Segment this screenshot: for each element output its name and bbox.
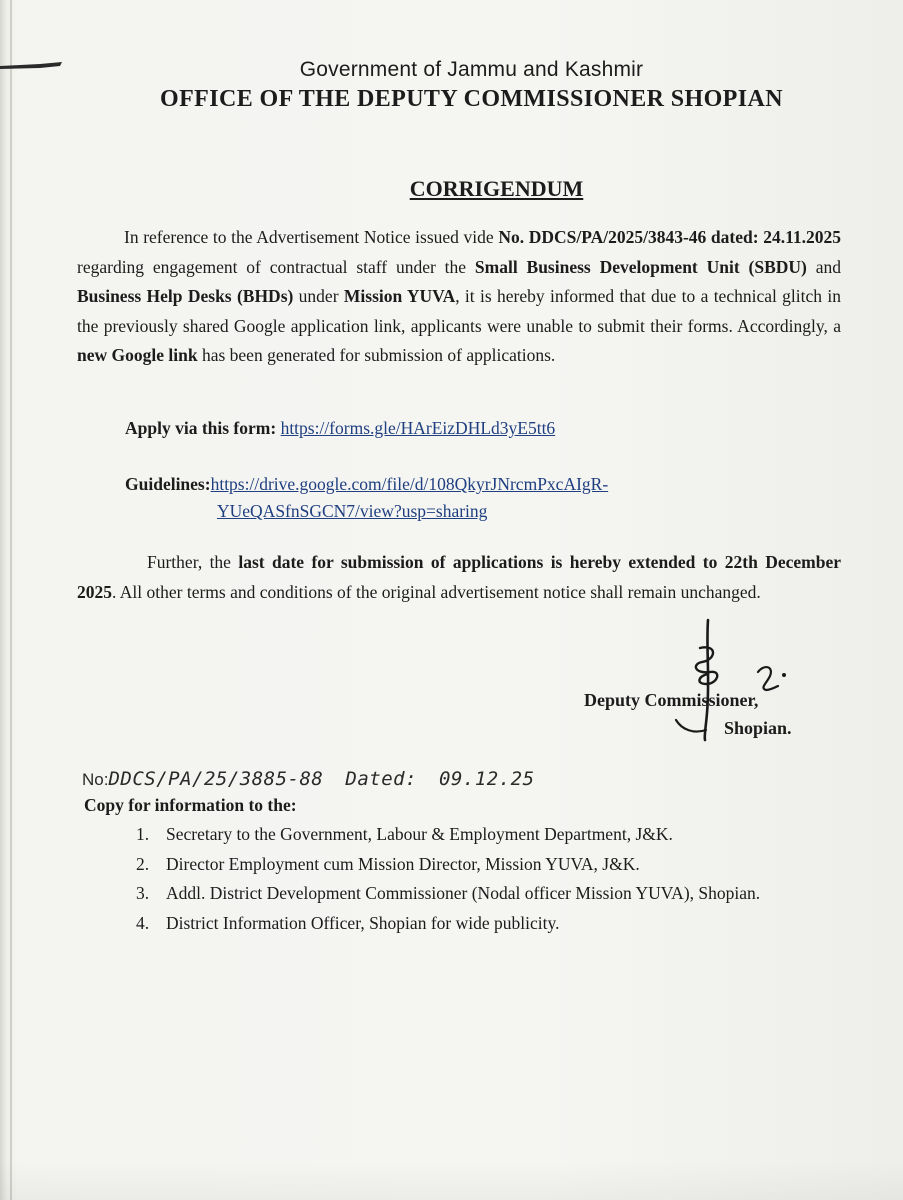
apply-line [125,418,555,439]
text-run: , it is hereby informed that due to a technical glitch in the previously shared Google application link, applicants were unable to submit their forms. Accordingly, a [77,286,841,336]
text-run: has been generated for submission of applications. [197,345,556,365]
office-header: OFFICE OF THE DEPUTY COMMISSIONER SHOPIAN [160,86,783,112]
dispatch-date-handwritten: 09.12.25 [439,768,535,790]
extension-paragraph [77,548,841,607]
text-run: and [806,256,841,277]
guidelines-link-part2[interactable]: YUeQASfnSGCN7/view?usp=sharing [217,501,488,521]
apply-label: Apply via this form: [125,418,277,438]
text-run: . All other terms and conditions of the original advertisement notice shall remain unchanged. [112,581,761,602]
apply-form-link[interactable]: https://forms.gle/HArEizDHLd3yE5tt6 [280,418,556,438]
list-number: 4. [136,912,150,933]
notice-reference: No. DDCS/PA/2025/3843-46 dated: 24.11.2025 [498,227,841,247]
list-text: Addl. District Development Commissioner (Nodal officer Mission YUVA), Shopian. [166,883,761,903]
list-text: District Information Officer, Shopian for wide publicity. [166,912,560,933]
text-run: regarding engagement of contractual staff under the [77,256,475,277]
guidelines-label: Guidelines: [125,474,211,494]
signatory-block [584,686,792,742]
dispatch-line [82,768,535,790]
dispatch-dated-label: Dated: [345,768,418,790]
signatory-designation: Deputy Commissioner, [584,690,759,710]
list-number: 2. [136,853,150,874]
bhd-name: Business Help Desks (BHDs) [77,286,294,306]
list-item [136,879,760,909]
list-item [136,909,760,939]
new-link-phrase: new Google link [77,345,198,365]
dispatch-number-label: No: [82,770,109,789]
text-run: under [293,286,344,306]
guidelines-line [125,471,608,525]
page-shadow [0,1160,903,1200]
deadline-extension: last date for submission of applications is hereby extended to 22th December 2025 [77,552,841,602]
guidelines-link-part1[interactable]: https://drive.google.com/file/d/108QkyrJNrcmPxcAIgR- [210,474,609,494]
signatory-place: Shopian. [724,718,792,738]
list-text: Secretary to the Government, Labour & Employment Department, J&K. [166,824,673,844]
list-item [136,820,760,850]
list-number: 3. [136,883,150,903]
list-item [136,850,760,880]
list-text: Director Employment cum Mission Director, Mission YUVA, J&K. [166,853,640,874]
text-run: Further, the [147,552,239,572]
text-run: In reference to the Advertisement Notice issued vide [124,227,499,247]
reference-paragraph [77,223,841,371]
sbdu-name: Small Business Development Unit (SBDU) [474,256,807,277]
document-title: CORRIGENDUM [409,176,584,201]
mission-name: Mission YUVA [343,286,456,306]
copy-list [136,820,760,938]
government-header: Government of Jammu and Kashmir [299,58,644,81]
list-number: 1. [136,824,150,844]
copy-heading: Copy for information to the: [84,795,297,815]
dispatch-number-handwritten: DDCS/PA/25/3885-88 [108,768,324,790]
